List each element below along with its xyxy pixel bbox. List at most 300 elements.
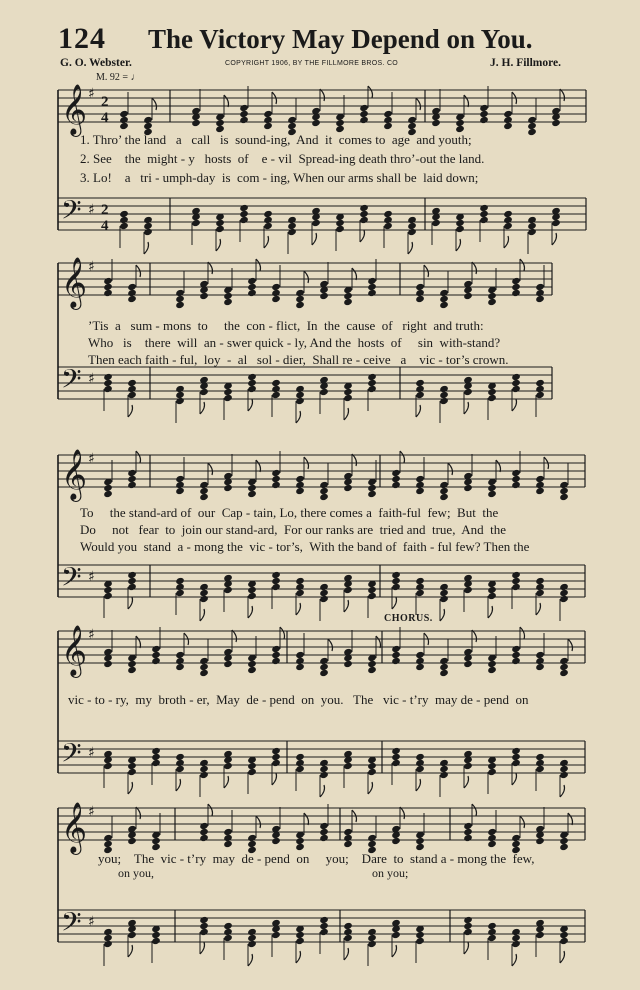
note-head bbox=[191, 119, 201, 127]
note-head bbox=[319, 669, 329, 677]
note-head bbox=[103, 762, 113, 770]
note-head bbox=[223, 586, 233, 594]
bass-clef-icon: 𝄢 bbox=[61, 906, 82, 944]
note-head bbox=[559, 669, 569, 677]
lyric-line: Would you stand a - mong the vic - tor’s, With the band of faith - ful few? Then the bbox=[80, 539, 530, 554]
key-signature-sharp-icon: ♯ bbox=[88, 451, 95, 467]
note-head bbox=[463, 484, 473, 492]
note-head bbox=[319, 834, 329, 842]
note-flag bbox=[520, 259, 525, 271]
note-head bbox=[223, 762, 233, 770]
note-head bbox=[199, 493, 209, 501]
note-head bbox=[511, 657, 521, 665]
lyric-line: Who is there will an - swer quick - ly, And the hosts of sin with-stand? bbox=[88, 335, 501, 350]
note-flag bbox=[248, 954, 253, 966]
note-head bbox=[479, 116, 489, 124]
note-head bbox=[271, 931, 281, 939]
note-head bbox=[295, 937, 305, 945]
note-head bbox=[319, 771, 329, 779]
note-head bbox=[343, 298, 353, 306]
note-head bbox=[175, 487, 185, 495]
note-flag bbox=[504, 236, 509, 248]
bass-clef-icon: 𝄢 bbox=[61, 194, 82, 232]
note-head bbox=[295, 487, 305, 495]
note-head bbox=[367, 940, 377, 948]
note-head bbox=[415, 765, 425, 773]
note-flag bbox=[136, 451, 141, 463]
note-head bbox=[359, 116, 369, 124]
note-head bbox=[175, 589, 185, 597]
note-head bbox=[319, 493, 329, 501]
time-signature-bottom: 4 bbox=[101, 218, 109, 234]
note-head bbox=[295, 843, 305, 851]
note-head bbox=[103, 490, 113, 498]
note-head bbox=[175, 765, 185, 773]
note-flag bbox=[464, 402, 469, 414]
note-head bbox=[367, 666, 377, 674]
note-head bbox=[391, 759, 401, 767]
note-flag bbox=[464, 776, 469, 788]
note-flag bbox=[352, 454, 357, 466]
note-head bbox=[367, 768, 377, 776]
note-flag bbox=[568, 813, 573, 825]
time-signature-bottom: 4 bbox=[101, 110, 109, 126]
key-signature-sharp-icon: ♯ bbox=[88, 914, 95, 930]
note-flag bbox=[512, 954, 517, 966]
note-flag bbox=[232, 630, 237, 642]
note-head bbox=[295, 663, 305, 671]
note-head bbox=[223, 934, 233, 942]
note-flag bbox=[312, 233, 317, 245]
note-head bbox=[247, 289, 257, 297]
copyright-notice: COPYRIGHT 1906, BY THE FILLMORE BROS. CO bbox=[225, 60, 399, 67]
note-head bbox=[239, 116, 249, 124]
note-flag bbox=[144, 242, 149, 254]
note-flag bbox=[128, 945, 133, 957]
note-flag bbox=[472, 630, 477, 642]
note-head bbox=[463, 292, 473, 300]
note-head bbox=[415, 487, 425, 495]
note-head bbox=[143, 228, 153, 236]
note-head bbox=[487, 934, 497, 942]
note-head bbox=[343, 394, 353, 402]
note-flag bbox=[400, 451, 405, 463]
note-flag bbox=[376, 636, 381, 648]
note-flag bbox=[208, 463, 213, 475]
note-head bbox=[367, 289, 377, 297]
time-signature-top: 2 bbox=[101, 202, 109, 218]
note-head bbox=[127, 666, 137, 674]
note-head bbox=[223, 298, 233, 306]
note-flag bbox=[512, 773, 517, 785]
chorus-label: CHORUS. bbox=[384, 613, 433, 624]
note-flag bbox=[472, 804, 477, 816]
note-head bbox=[119, 122, 129, 130]
key-signature-sharp-icon: ♯ bbox=[88, 569, 95, 585]
note-head bbox=[151, 759, 161, 767]
treble-clef-icon: 𝄞 bbox=[61, 625, 88, 676]
metronome-marking: M. 92 = ♩ bbox=[96, 72, 141, 83]
note-head bbox=[415, 663, 425, 671]
note-flag bbox=[344, 948, 349, 960]
note-head bbox=[415, 843, 425, 851]
note-head bbox=[127, 295, 137, 303]
note-head bbox=[343, 934, 353, 942]
note-head bbox=[415, 391, 425, 399]
note-head bbox=[175, 663, 185, 671]
note-head bbox=[191, 219, 201, 227]
note-flag bbox=[152, 98, 157, 110]
note-head bbox=[551, 219, 561, 227]
note-head bbox=[391, 657, 401, 665]
note-flag bbox=[472, 262, 477, 274]
note-head bbox=[175, 397, 185, 405]
note-head bbox=[391, 837, 401, 845]
note-flag bbox=[208, 804, 213, 816]
note-flag bbox=[224, 95, 229, 107]
bass-clef-icon: 𝄢 bbox=[61, 737, 82, 775]
note-head bbox=[487, 490, 497, 498]
composer-credit: J. H. Fillmore. bbox=[490, 57, 562, 69]
note-head bbox=[439, 595, 449, 603]
note-flag bbox=[560, 89, 565, 101]
note-flag bbox=[344, 600, 349, 612]
note-head bbox=[487, 592, 497, 600]
note-head bbox=[455, 225, 465, 233]
note-head bbox=[463, 388, 473, 396]
note-head bbox=[223, 484, 233, 492]
note-head bbox=[511, 385, 521, 393]
music-system-5 bbox=[0, 800, 640, 990]
note-head bbox=[319, 388, 329, 396]
note-head bbox=[103, 289, 113, 297]
note-flag bbox=[256, 816, 261, 828]
note-head bbox=[391, 481, 401, 489]
note-head bbox=[151, 937, 161, 945]
note-head bbox=[383, 122, 393, 130]
note-head bbox=[287, 228, 297, 236]
note-flag bbox=[392, 597, 397, 609]
note-flag bbox=[520, 816, 525, 828]
note-flag bbox=[128, 782, 133, 794]
treble-clef-icon: 𝄞 bbox=[61, 449, 88, 500]
note-head bbox=[319, 928, 329, 936]
note-flag bbox=[496, 460, 501, 472]
note-head bbox=[319, 595, 329, 603]
note-flag bbox=[136, 636, 141, 648]
note-flag bbox=[416, 98, 421, 110]
note-head bbox=[503, 122, 513, 130]
note-flag bbox=[200, 402, 205, 414]
note-head bbox=[223, 660, 233, 668]
note-head bbox=[199, 928, 209, 936]
note-flag bbox=[304, 271, 309, 283]
note-head bbox=[527, 228, 537, 236]
note-flag bbox=[200, 609, 205, 621]
note-flag bbox=[296, 411, 301, 423]
sub-lyric: on you, bbox=[118, 866, 154, 880]
note-head bbox=[199, 388, 209, 396]
note-head bbox=[223, 840, 233, 848]
note-head bbox=[559, 937, 569, 945]
note-head bbox=[311, 119, 321, 127]
note-head bbox=[463, 660, 473, 668]
note-head bbox=[367, 490, 377, 498]
note-flag bbox=[400, 807, 405, 819]
note-head bbox=[199, 669, 209, 677]
note-flag bbox=[200, 942, 205, 954]
note-head bbox=[439, 493, 449, 501]
note-head bbox=[127, 768, 137, 776]
note-head bbox=[463, 928, 473, 936]
note-head bbox=[439, 771, 449, 779]
note-head bbox=[551, 119, 561, 127]
note-flag bbox=[352, 268, 357, 280]
note-flag bbox=[448, 463, 453, 475]
key-signature-sharp-icon: ♯ bbox=[88, 371, 95, 387]
note-head bbox=[511, 481, 521, 489]
note-head bbox=[439, 669, 449, 677]
note-head bbox=[103, 385, 113, 393]
note-head bbox=[271, 837, 281, 845]
lyric-line: vic - to - ry, my broth - er, May de - pend on you. The vic - t’ry may de - pend on bbox=[68, 692, 529, 707]
note-head bbox=[463, 834, 473, 842]
note-head bbox=[511, 940, 521, 948]
note-head bbox=[415, 295, 425, 303]
note-flag bbox=[368, 86, 373, 98]
note-flag bbox=[568, 639, 573, 651]
note-flag bbox=[224, 776, 229, 788]
note-flag bbox=[520, 627, 525, 639]
lyric-line: 1. Thro’ the land a call is sound-ing, And it comes to age and youth; bbox=[80, 132, 472, 147]
note-flag bbox=[464, 942, 469, 954]
note-head bbox=[367, 385, 377, 393]
note-head bbox=[263, 222, 273, 230]
author-credit: G. O. Webster. bbox=[60, 57, 132, 69]
note-head bbox=[127, 481, 137, 489]
note-flag bbox=[256, 259, 261, 271]
note-head bbox=[127, 931, 137, 939]
note-flag bbox=[368, 782, 373, 794]
note-head bbox=[247, 385, 257, 393]
note-head bbox=[311, 219, 321, 227]
note-head bbox=[271, 759, 281, 767]
note-flag bbox=[536, 603, 541, 615]
note-head bbox=[559, 595, 569, 603]
note-head bbox=[175, 301, 185, 309]
note-head bbox=[343, 484, 353, 492]
note-head bbox=[535, 837, 545, 845]
treble-clef-icon: 𝄞 bbox=[61, 257, 88, 308]
note-flag bbox=[552, 233, 557, 245]
key-signature-sharp-icon: ♯ bbox=[88, 804, 95, 820]
note-flag bbox=[320, 785, 325, 797]
note-head bbox=[151, 843, 161, 851]
note-head bbox=[199, 292, 209, 300]
note-head bbox=[535, 487, 545, 495]
note-head bbox=[559, 771, 569, 779]
note-flag bbox=[440, 609, 445, 621]
note-flag bbox=[248, 606, 253, 618]
note-head bbox=[295, 301, 305, 309]
note-head bbox=[199, 771, 209, 779]
note-head bbox=[559, 843, 569, 851]
note-head bbox=[247, 490, 257, 498]
sub-lyric: on you; bbox=[372, 866, 409, 880]
note-head bbox=[151, 657, 161, 665]
note-head bbox=[239, 216, 249, 224]
note-head bbox=[247, 768, 257, 776]
lyric-line: Do not fear to join our stand-ard, For our ranks are tried and true, And the bbox=[80, 522, 507, 537]
bass-clef-icon: 𝄢 bbox=[61, 561, 82, 599]
note-flag bbox=[344, 408, 349, 420]
note-head bbox=[127, 583, 137, 591]
note-head bbox=[199, 595, 209, 603]
note-head bbox=[487, 394, 497, 402]
lyric-line: Then each faith - ful, loy - al sol - dier, Shall re - ceive a vic - tor’s crown. bbox=[88, 352, 509, 367]
note-flag bbox=[408, 242, 413, 254]
note-head bbox=[119, 222, 129, 230]
note-head bbox=[247, 666, 257, 674]
note-head bbox=[415, 937, 425, 945]
note-flag bbox=[208, 262, 213, 274]
note-head bbox=[223, 394, 233, 402]
note-head bbox=[295, 765, 305, 773]
note-flag bbox=[560, 951, 565, 963]
note-flag bbox=[416, 779, 421, 791]
note-head bbox=[103, 940, 113, 948]
note-flag bbox=[248, 399, 253, 411]
note-head bbox=[503, 222, 513, 230]
treble-clef-icon: 𝄞 bbox=[61, 84, 88, 135]
note-head bbox=[271, 295, 281, 303]
lyric-line: 3. Lo! a tri - umph-day is com - ing, When our arms shall be laid down; bbox=[80, 170, 479, 185]
note-head bbox=[511, 759, 521, 767]
note-head bbox=[439, 397, 449, 405]
note-flag bbox=[256, 460, 261, 472]
note-head bbox=[535, 765, 545, 773]
note-head bbox=[487, 768, 497, 776]
note-head bbox=[535, 391, 545, 399]
note-head bbox=[511, 289, 521, 297]
note-flag bbox=[392, 945, 397, 957]
note-head bbox=[367, 592, 377, 600]
key-signature-sharp-icon: ♯ bbox=[88, 259, 95, 275]
note-flag bbox=[296, 603, 301, 615]
note-head bbox=[343, 840, 353, 848]
note-head bbox=[535, 589, 545, 597]
note-flag bbox=[416, 405, 421, 417]
note-head bbox=[271, 481, 281, 489]
bass-clef-icon: 𝄢 bbox=[61, 363, 82, 401]
note-head bbox=[215, 225, 225, 233]
time-signature-top: 2 bbox=[101, 94, 109, 110]
note-flag bbox=[464, 95, 469, 107]
note-head bbox=[439, 301, 449, 309]
note-flag bbox=[320, 89, 325, 101]
note-flag bbox=[304, 813, 309, 825]
note-head bbox=[359, 216, 369, 224]
note-flag bbox=[136, 807, 141, 819]
note-flag bbox=[456, 239, 461, 251]
note-flag bbox=[264, 236, 269, 248]
note-head bbox=[295, 397, 305, 405]
key-signature-sharp-icon: ♯ bbox=[88, 627, 95, 643]
note-head bbox=[263, 122, 273, 130]
note-head bbox=[271, 657, 281, 665]
key-signature-sharp-icon: ♯ bbox=[88, 745, 95, 761]
note-head bbox=[487, 840, 497, 848]
note-head bbox=[415, 589, 425, 597]
note-head bbox=[319, 292, 329, 300]
note-head bbox=[431, 219, 441, 227]
hymn-title: The Victory May Depend on You. bbox=[148, 24, 533, 54]
note-head bbox=[103, 592, 113, 600]
note-flag bbox=[560, 785, 565, 797]
note-head bbox=[479, 216, 489, 224]
note-head bbox=[511, 583, 521, 591]
lyric-line: To the stand-ard of our Cap - tain, Lo, there comes a faith-ful few; But the bbox=[80, 505, 499, 520]
note-head bbox=[127, 391, 137, 399]
treble-clef-icon: 𝄞 bbox=[61, 802, 88, 853]
note-head bbox=[391, 931, 401, 939]
hymn-number: 124 bbox=[58, 22, 106, 55]
note-head bbox=[431, 119, 441, 127]
note-head bbox=[463, 762, 473, 770]
note-head bbox=[103, 660, 113, 668]
lyric-line: ’Tis a sum - mons to the con - flict, In the cause of right and truth: bbox=[88, 318, 484, 333]
note-flag bbox=[272, 773, 277, 785]
note-head bbox=[559, 493, 569, 501]
note-head bbox=[199, 834, 209, 842]
note-head bbox=[271, 391, 281, 399]
note-flag bbox=[176, 779, 181, 791]
note-head bbox=[407, 228, 417, 236]
key-signature-sharp-icon: ♯ bbox=[88, 86, 95, 102]
note-flag bbox=[216, 239, 221, 251]
note-head bbox=[535, 663, 545, 671]
note-flag bbox=[328, 639, 333, 651]
note-head bbox=[271, 583, 281, 591]
key-signature-sharp-icon: ♯ bbox=[88, 202, 95, 218]
note-flag bbox=[296, 951, 301, 963]
note-head bbox=[343, 762, 353, 770]
note-head bbox=[487, 666, 497, 674]
note-head bbox=[295, 589, 305, 597]
note-flag bbox=[512, 399, 517, 411]
note-head bbox=[127, 837, 137, 845]
note-head bbox=[343, 586, 353, 594]
note-head bbox=[535, 295, 545, 303]
note-head bbox=[463, 586, 473, 594]
note-head bbox=[247, 592, 257, 600]
note-head bbox=[343, 660, 353, 668]
note-flag bbox=[360, 230, 365, 242]
note-head bbox=[247, 940, 257, 948]
note-flag bbox=[128, 405, 133, 417]
lyric-line: 2. See the might - y hosts of e - vil Spread-ing death thro’-out the land. bbox=[80, 151, 485, 166]
note-head bbox=[535, 931, 545, 939]
note-flag bbox=[488, 606, 493, 618]
lyric-line: you; The vic - t’ry may de - pend on you; Dare to stand a - mong the few, bbox=[98, 851, 535, 866]
note-head bbox=[487, 298, 497, 306]
note-head bbox=[335, 225, 345, 233]
note-flag bbox=[280, 627, 285, 639]
note-head bbox=[391, 583, 401, 591]
note-flag bbox=[128, 597, 133, 609]
music-system-4 bbox=[0, 623, 640, 803]
note-head bbox=[383, 222, 393, 230]
